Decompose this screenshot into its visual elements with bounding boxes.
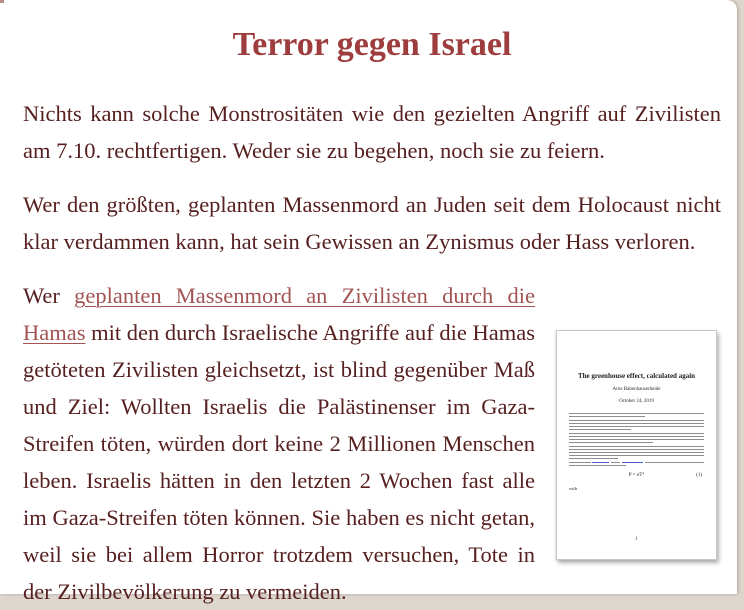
- thumbnail-paper-title: The greenhouse effect, calculated again: [577, 372, 696, 380]
- document-thumbnail-page: [557, 331, 716, 559]
- corner-artifact: [0, 0, 4, 3]
- hamas-massacre-link[interactable]: geplanten Massenmord an Zivilisten durch die Hamas: [23, 283, 535, 345]
- paragraph-2: Wer den größten, geplanten Massenmord an Juden seit dem Holocaust nicht klar verdammen kann, hat sein Gewissen an Zynismus oder Hass verloren.: [23, 192, 721, 254]
- paragraph-3-text-after: mit den durch Israelische Angriffe auf die Hamas getöteten Zivilisten gleichsetzt, ist blind gegenüber Maß und Ziel: Wollten Israelis die Palästinenser im Gaza-Streifen töten, würden dort keine 2 Millionen Menschen leben. Israelis hätten in den letzten 2 Wochen fast alle im Gaza-Streifen töten können. Sie haben es nicht getan, weil sie bei allem Horror trotzdem versuchen, Tote in der Zivilbevölkerung zu vermeiden.: [23, 320, 535, 604]
- thumbnail-equation-number: (1): [696, 473, 702, 478]
- thumbnail-paragraph-with-citations: [569, 462, 704, 466]
- paragraph-1: Nichts kann solche Monstrositäten wie den gezielten Angriff auf Zivilisten am 7.10. rechtfertigen. Weder sie zu begehen, noch sie zu feiern.: [23, 101, 721, 163]
- paragraph-3: [23, 277, 535, 610]
- thumbnail-paper-date: October 24, 2019: [619, 399, 654, 404]
- thumbnail-equation-row: [569, 473, 704, 480]
- thumbnail-paragraph: [569, 413, 704, 417]
- paragraph-3-text-before: Wer: [23, 283, 75, 308]
- thumbnail-paper-author: Arne Babenhauserheide: [612, 387, 661, 392]
- page-title: Terror gegen Israel: [232, 26, 512, 63]
- thumbnail-after-equation-text: with: [569, 486, 578, 491]
- thumbnail-body-text: [569, 413, 704, 466]
- document-thumbnail[interactable]: [556, 330, 717, 560]
- thumbnail-paragraph: [569, 446, 704, 459]
- thumbnail-page-number: 1: [635, 537, 638, 542]
- thumbnail-equation: P = σT⁴: [628, 473, 645, 478]
- thumbnail-paragraph: [569, 420, 704, 430]
- thumbnail-paragraph: [569, 433, 704, 443]
